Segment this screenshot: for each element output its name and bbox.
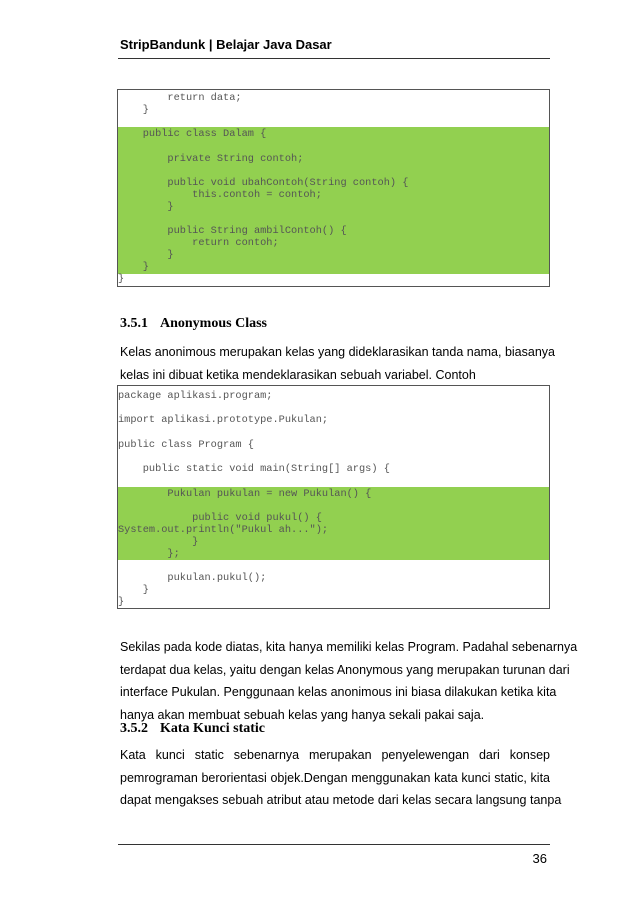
paragraph-line: Kelas anonimous merupakan kelas yang dideklarasikan tanda nama, biasanya bbox=[120, 345, 555, 359]
code-line: System.out.println("Pukul ah..."); bbox=[118, 524, 329, 536]
paragraph-line: Kata kunci static sebenarnya merupakan penyelewengan dari konsep bbox=[120, 748, 550, 762]
paragraph-line: dapat mengakses sebuah atribut atau metode dari kelas secara langsung tanpa bbox=[120, 793, 562, 807]
code-line: import aplikasi.prototype.Pukulan; bbox=[118, 414, 329, 426]
paragraph-line: Sekilas pada kode diatas, kita hanya memiliki kelas Program. Padahal sebenarnya bbox=[120, 640, 578, 654]
code-line: public String ambilContoh() { bbox=[118, 225, 347, 237]
section-number: 3.5.1 bbox=[120, 316, 148, 331]
code-line: }; bbox=[118, 548, 180, 560]
code-line: } bbox=[118, 536, 199, 548]
code-line: public class Program { bbox=[118, 439, 254, 451]
code-line: } bbox=[118, 273, 125, 285]
paragraph-static-intro bbox=[120, 744, 562, 812]
section-title: Anonymous Class bbox=[160, 316, 267, 331]
code-line: return data; bbox=[118, 92, 242, 104]
paragraph-line: pemrograman berorientasi objek.Dengan menggunakan kata kunci static, kita bbox=[120, 770, 550, 785]
code-line: this.contoh = contoh; bbox=[118, 189, 322, 201]
code-line: private String contoh; bbox=[118, 153, 304, 165]
paragraph-line: kelas ini dibuat ketika mendeklarasikan sebuah variabel. Contoh bbox=[120, 367, 476, 382]
code-line: pukulan.pukul(); bbox=[118, 572, 267, 584]
code-line: public class Dalam { bbox=[118, 128, 267, 140]
code-block-inner-class bbox=[117, 89, 550, 287]
code-line: public static void main(String[] args) { bbox=[118, 463, 390, 475]
code-line: } bbox=[118, 201, 174, 213]
paragraph-line: terdapat dua kelas, yaitu dengan kelas Anonymous yang merupakan turunan dari bbox=[120, 662, 570, 677]
running-header: StripBandunk | Belajar Java Dasar bbox=[120, 37, 332, 52]
code-line: package aplikasi.program; bbox=[118, 390, 273, 402]
paragraph-explanation bbox=[120, 636, 578, 726]
paragraph-line: hanya akan membuat sebuah kelas yang hanya sekali pakai saja. bbox=[120, 707, 485, 722]
section-number: 3.5.2 bbox=[120, 721, 148, 736]
paragraph-intro-anonymous bbox=[120, 341, 555, 386]
code-line: } bbox=[118, 584, 149, 596]
footer-divider bbox=[118, 844, 550, 845]
code-line: return contoh; bbox=[118, 237, 279, 249]
code-line: } bbox=[118, 249, 174, 261]
code-line: public void pukul() { bbox=[118, 512, 322, 524]
code-line: } bbox=[118, 261, 149, 273]
code-line: Pukulan pukulan = new Pukulan() { bbox=[118, 488, 372, 500]
section-heading bbox=[120, 721, 265, 737]
header-divider bbox=[118, 58, 550, 59]
section-title: Kata Kunci static bbox=[160, 721, 265, 736]
code-block-anonymous-class bbox=[117, 385, 550, 609]
section-heading bbox=[120, 316, 267, 332]
page-number: 36 bbox=[532, 851, 547, 866]
paragraph-line: interface Pukulan. Penggunaan kelas anonimous ini biasa dilakukan ketika kita bbox=[120, 685, 557, 699]
code-line: } bbox=[118, 596, 125, 608]
code-line: } bbox=[118, 104, 149, 116]
code-line: public void ubahContoh(String contoh) { bbox=[118, 177, 409, 189]
